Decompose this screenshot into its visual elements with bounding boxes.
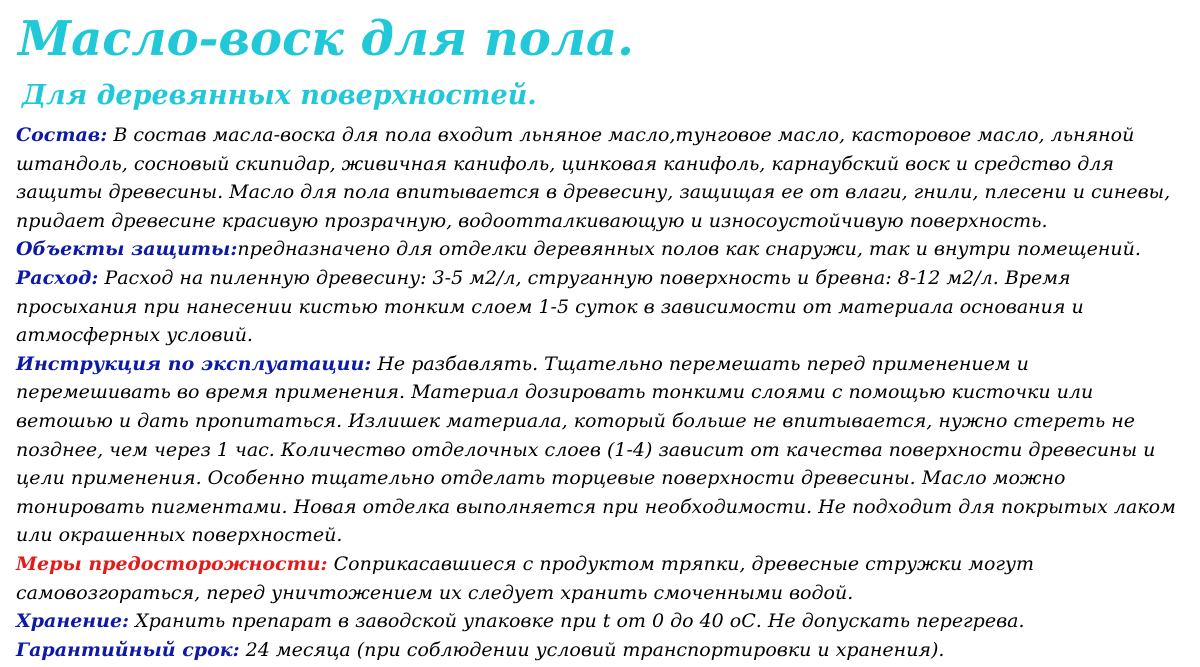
section-instructions	[16, 350, 1188, 550]
section-storage	[16, 607, 1188, 636]
section-text: 24 месяца (при соблюдении условий транспортировки и хранения).	[239, 638, 945, 661]
section-text: предназначено для отделки деревянных полов как снаружи, так и внутри помещений.	[237, 238, 1141, 261]
section-label: Состав:	[16, 124, 108, 146]
section-label: Гарантийный срок:	[16, 638, 240, 661]
section-label: Хранение:	[16, 610, 130, 633]
document-subtitle: Для деревянных поверхностей.	[22, 80, 537, 111]
section-text: В состав масла-воска для пола входит льняное масло,тунговое масло, касторовое масло, льняной штандоль, сосновый скипидар, живичная канифоль, цинковая канифоль, карнаубский воск и средство для защиты древесины. Масло для пола впитывается в древесину, защищая ее от влаги, гнили, плесени и синевы, придает древесине красивую прозрачную, водоотталкивающую и износоустойчивую поверхность.	[16, 124, 1171, 232]
section-label: Объекты защиты:	[16, 238, 238, 261]
section-protection-objects	[16, 235, 1188, 264]
section-label-warning: Меры предосторожности:	[16, 552, 328, 575]
document-title: Масло-воск для пола.	[18, 11, 634, 67]
section-composition	[16, 121, 1188, 235]
section-text: Соприкасавшиеся с продуктом тряпки, древесные стружки могут самовозгораться, перед уничтожением их следует хранить смоченными водой.	[16, 552, 1035, 604]
section-label: Расход:	[16, 266, 99, 289]
section-text: Хранить препарат в заводской упаковке при t от 0 до 40 оС. Не допускать перегрева.	[129, 610, 1025, 633]
section-label: Инструкция по эксплуатации:	[16, 352, 372, 375]
section-text: Не разбавлять. Тщательно перемешать перед применением и перемешивать во время применения. Материал дозировать тонкими слоями с помощью кисточки или ветошью и дать пропитаться. Излишек материала, который больше не впитывается, нужно стереть не позднее, чем через 1 час. Количество отделочных слоев (1-4) зависит от качества поверхности древесины и цели применения. Особенно тщательно отделать торцевые поверхности древесины. Масло можно тонировать пигментами. Новая отделка выполняется при необходимости. Не подходит для покрытых лаком или окрашенных поверхностей.	[16, 352, 1176, 547]
section-precautions	[16, 550, 1188, 607]
section-text: Расход на пиленную древесину: 3-5 м2/л, струганную поверхность и бревна: 8-12 м2/л. Время просыхания при нанесении кистью тонким слоем 1-5 суток в зависимости от материала основания и атмосферных условий.	[16, 266, 1084, 347]
section-warranty	[16, 636, 1188, 665]
document-body	[16, 121, 1188, 664]
section-consumption	[16, 264, 1188, 350]
